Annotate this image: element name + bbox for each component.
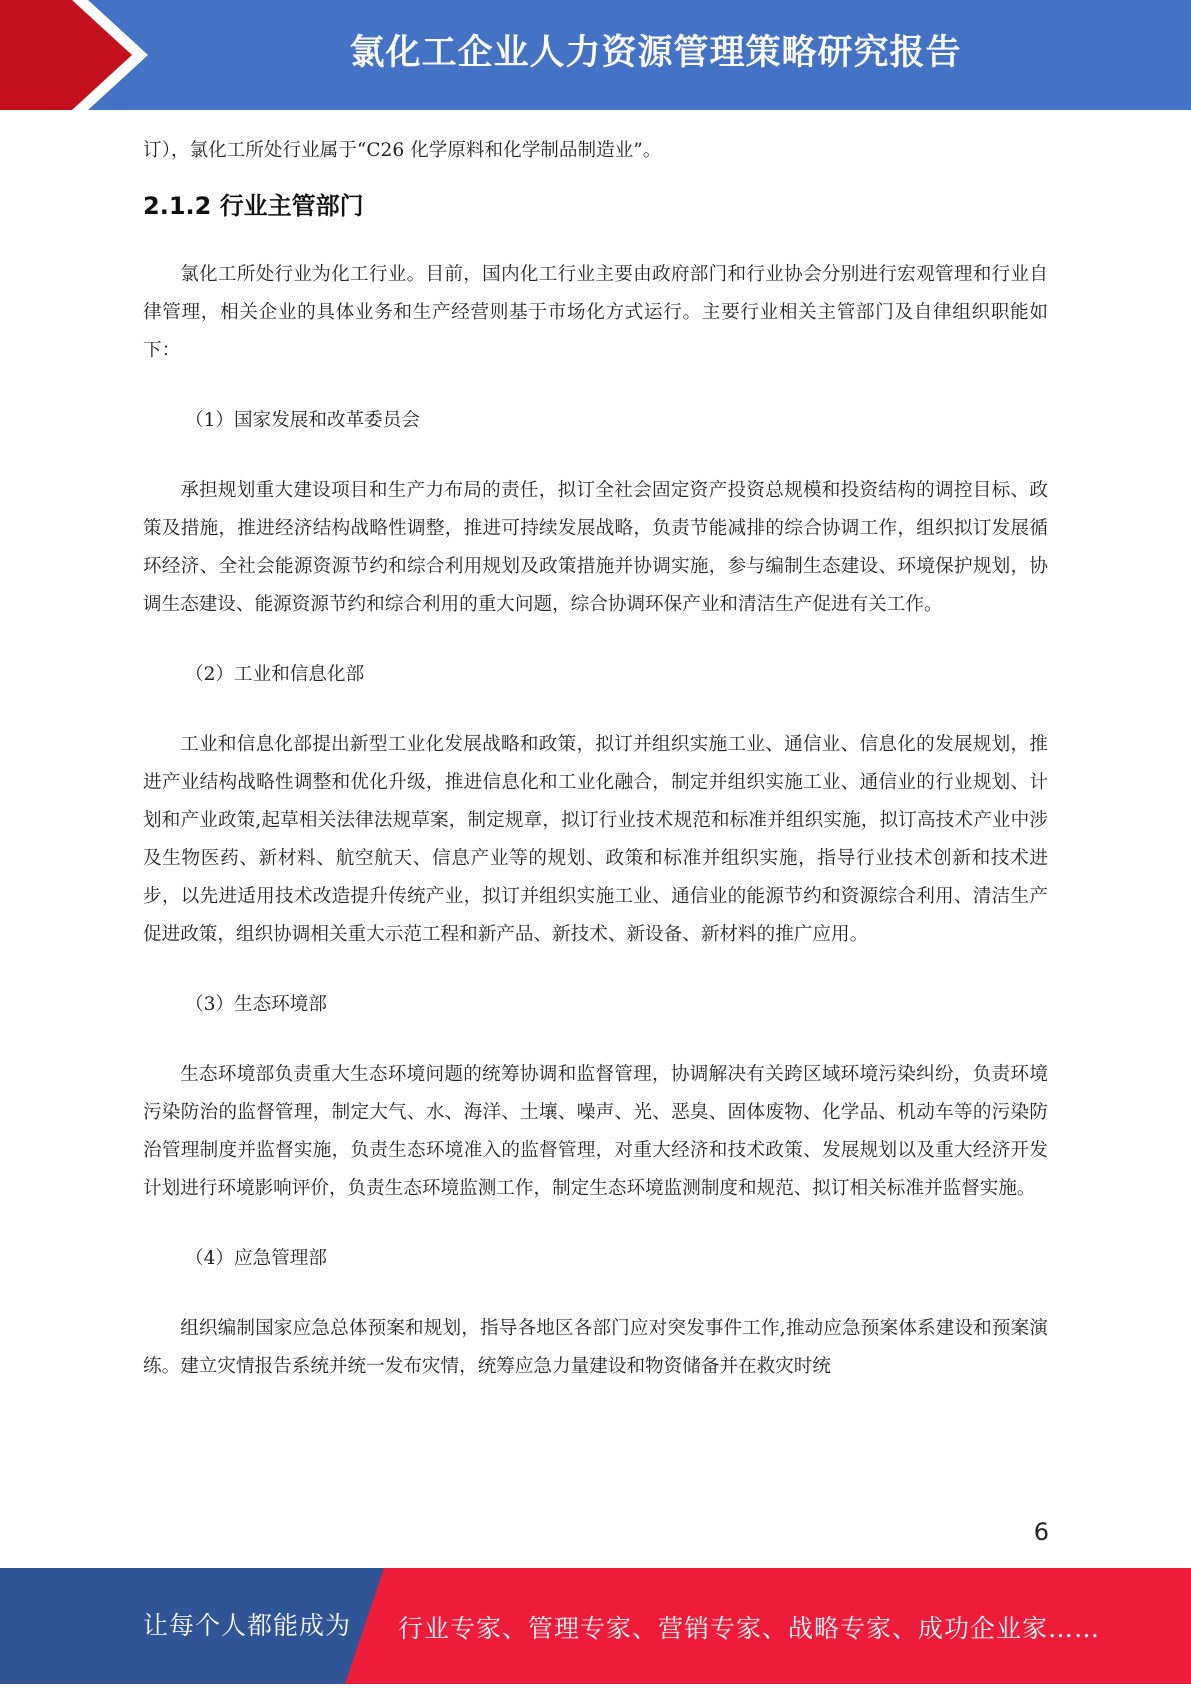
item-text-ndrc: 承担规划重大建设项目和生产力布局的责任，拟订全社会固定资产投资总规模和投资结构的调控目标、政策及措施，推进经济结构战略性调整，推进可持续发展战略，负责节能减排的综合协调工作，组织拟订发展循环经济、全社会能源资源节约和综合利用规划及政策措施并协调实施，参与编制生态建设、环境保护规划，协调生态建设、能源资源节约和综合利用的重大问题，综合协调环保产业和清洁生产促进有关工作。 [143,480,1048,615]
page-content [143,132,1048,1386]
header-arrow-red [0,0,132,110]
item-title-mem: （4）应急管理部 [185,1248,327,1269]
item-title-ndrc: （1）国家发展和改革委员会 [185,410,420,431]
page-header [0,0,1191,110]
item-text-mem: 组织编制国家应急总体预案和规划，指导各地区各部门应对突发事件工作,推动应急预案体系建设和预案演练。建立灾情报告系统并统一发布灾情，统筹应急力量建设和物资储备并在救灾时统 [143,1318,1048,1377]
section-heading: 2.1.2 行业主管部门 [143,192,364,220]
item-text-miit: 工业和信息化部提出新型工业化发展战略和政策，拟订并组织实施工业、通信业、信息化的发展规划，推进产业结构战略性调整和优化升级，推进信息化和工业化融合，制定并组织实施工业、通信业的行业规划、计划和产业政策,起草相关法律法规草案，制定规章，拟订行业技术规范和标准并组织实施，拟订高技术产业中涉及生物医药、新材料、航空航天、信息产业等的规划、政策和标准并组织实施，指导行业技术创新和技术进步，以先进适用技术改造提升传统产业，拟订并组织实施工业、通信业的能源节约和资源综合利用、清洁生产促进政策，组织协调相关重大示范工程和新产品、新技术、新设备、新材料的推广应用。 [143,734,1048,945]
intro-paragraph: 订），氯化工所处行业属于“C26 化学原料和化学制品制造业”。 [143,140,662,161]
page-number: 6 [1033,1518,1049,1546]
report-title: 氯化工企业人力资源管理策略研究报告 [349,33,962,73]
header-arrow-logo [0,0,160,110]
section-intro-paragraph: 氯化工所处行业为化工行业。目前，国内化工行业主要由政府部门和行业协会分别进行宏观管理和行业自律管理，相关企业的具体业务和生产经营则基于市场化方式运行。主要行业相关主管部门及自律组织职能如下： [143,264,1048,361]
item-title-miit: （2）工业和信息化部 [185,664,365,685]
page-footer [0,1568,1191,1684]
footer-slogan-right: 行业专家、管理专家、营销专家、战略专家、成功企业家…… [398,1614,1101,1643]
item-text-mee: 生态环境部负责重大生态环境问题的统筹协调和监督管理，协调解决有关跨区域环境污染纠纷，负责环境污染防治的监督管理，制定大气、水、海洋、土壤、噪声、光、恶臭、固体废物、化学品、机动车等的污染防治管理制度并监督实施，负责生态环境准入的监督管理，对重大经济和技术政策、发展规划以及重大经济开发计划进行环境影响评价，负责生态环境监测工作，制定生态环境监测制度和规范、拟订相关标准并监督实施。 [143,1064,1048,1199]
item-title-mee: （3）生态环境部 [185,994,327,1015]
footer-slogan-left: 让每个人都能成为 [143,1611,352,1640]
